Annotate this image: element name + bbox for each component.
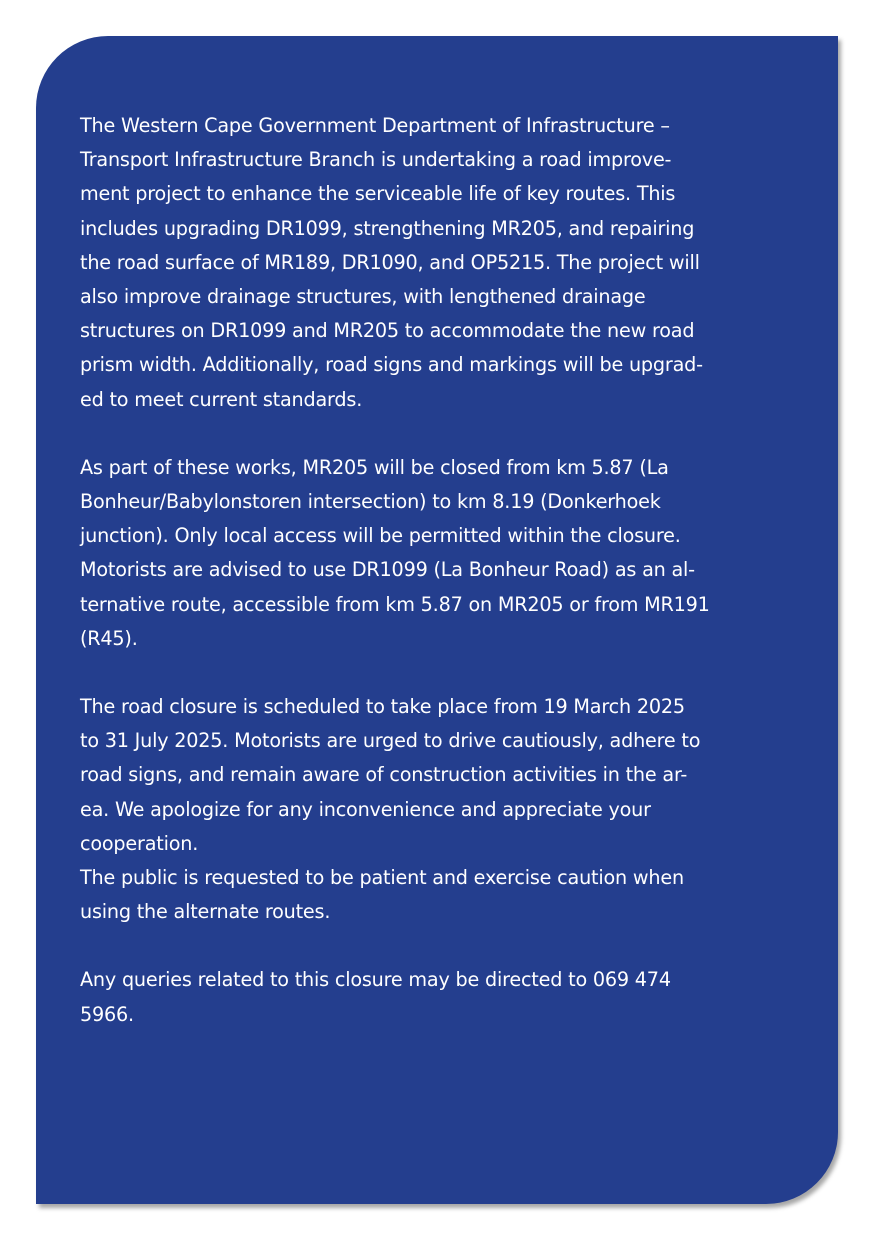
road-closure-paragraph: As part of these works, MR205 will be closed from km 5.87 (La Bonheur/Babylonstoren intersection) to km 8.19 (Donkerhoek junction). Only local access will be permitted within the closure. Motorists are advised to use DR1099 (La Bonheur Road) as an al- ternative route, accessible from km 5.87 on MR205 or from MR191 (R45). (80, 455, 710, 650)
contact-paragraph: Any queries related to this closure may be directed to 069 474 5966. (80, 968, 671, 1026)
project-description-paragraph: The Western Cape Government Department of Infrastructure – Transport Infrastructure Branch is undertaking a road improve- ment project to enhance the serviceable life of key routes. This includes upgrading DR1099, strengthening MR205, and repairing the road surface of MR189, DR1090, and OP5215. The project will also improve drainage structures, with lengthened drainage structures on DR1099 and MR205 to accommodate the new road prism width. Additionally, road signs and markings will be upgrad- ed to meet current standards. (80, 114, 703, 411)
closure-schedule-paragraph: The road closure is scheduled to take place from 19 March 2025 to 31 July 2025. Motorists are urged to drive cautiously, adhere to road signs, and remain aware of construction activities in the ar- ea. We apologize for any inconvenience and appreciate your cooperation. (80, 695, 701, 855)
public-request-paragraph: The public is requested to be patient and exercise caution when using the alternate routes. (80, 866, 684, 924)
notice-panel (36, 36, 838, 1204)
